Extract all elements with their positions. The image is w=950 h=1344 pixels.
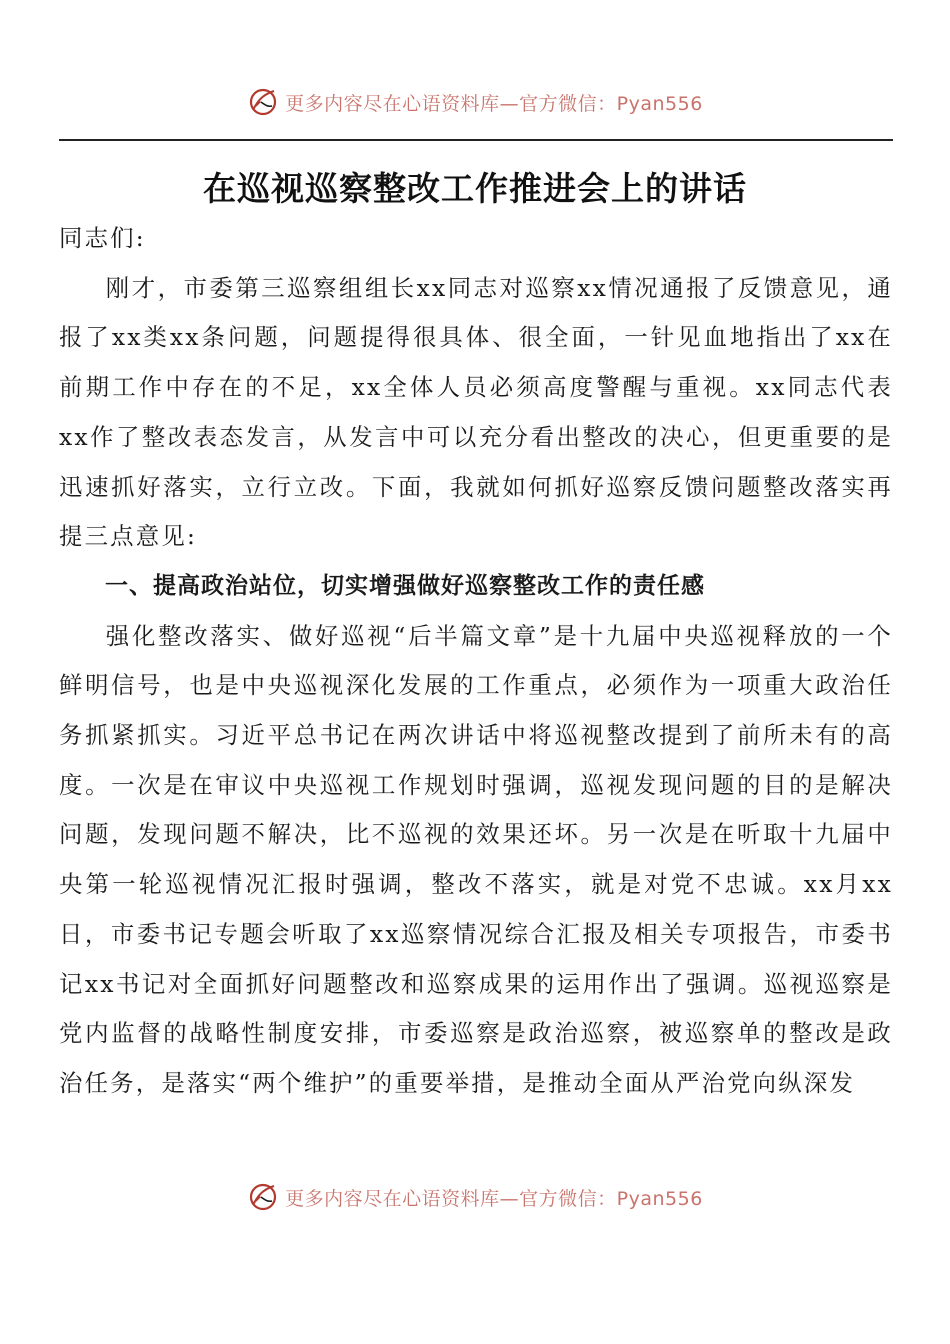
watermark-text: 更多内容尽在心语资料库—官方微信：Pyan556 [285, 1187, 703, 1210]
salutation: 同志们: [59, 224, 146, 252]
section-paragraph: 强化整改落实、做好巡视“后半篇文章”是十九届中央巡视释放的一个鲜明信号，也是中央巡视深化发展的工作重点，必须作为一项重大政治任务抓紧抓实。习近平总书记在两次讲话中将巡视整改提到了前所未有的高度。一次是在审议中央巡视工作规划时强调，巡视发现问题的目的是解决问题，发现问题不解决，比不巡视的效果还坏。另一次是在听取十九届中央第一轮巡视情况汇报时强调，整改不落实，就是对党不忠诚。xx月xx日，市委书记专题会听取了xx巡察情况综合汇报及相关专项报告，市委书记xx书记对全面抓好问题整改和巡察成果的运用作出了强调。巡视巡察是党内监督的战略性制度安排，市委巡察是政治巡察，被巡察单的整改是政治任务，是落实“两个维护”的重要举措，是推动全面从严治党向纵深发 [59, 621, 893, 1097]
footer-watermark [0, 1181, 950, 1213]
signature-pen-logo-icon [247, 1181, 279, 1213]
section-heading: 一、提高政治站位，切实增强做好巡察整改工作的责任感 [105, 572, 705, 599]
intro-paragraph: 刚才，市委第三巡察组组长xx同志对巡察xx情况通报了反馈意见，通报了xx类xx条问题，问题提得很具体、很全面，一针见血地指出了xx在前期工作中存在的不足，xx全体人员必须高度警醒与重视。xx同志代表xx作了整改表态发言，从发言中可以充分看出整改的决心，但更重要的是迅速抓好落实，立行立改。下面，我就如何抓好巡察反馈问题整改落实再提三点意见: [59, 273, 893, 551]
watermark-text: 更多内容尽在心语资料库—官方微信：Pyan556 [285, 92, 703, 115]
document-body [59, 214, 893, 1109]
header-divider [59, 139, 893, 141]
signature-pen-logo-icon [247, 86, 279, 118]
header-watermark [0, 86, 950, 118]
document-title: 在巡视巡察整改工作推进会上的讲话 [203, 169, 747, 208]
